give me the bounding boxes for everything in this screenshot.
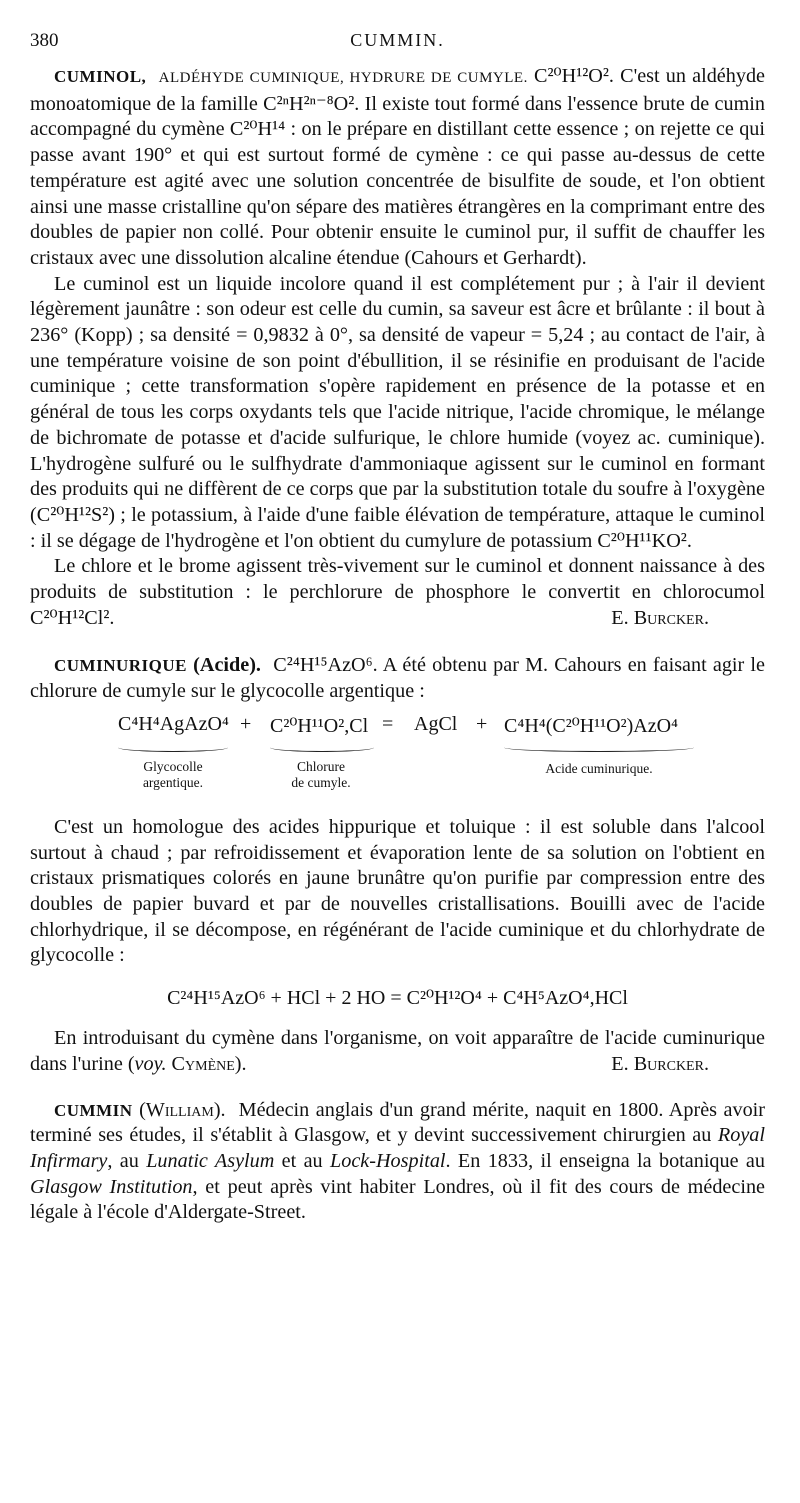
label-line: Acide cuminurique. (545, 760, 653, 776)
cuminol-paragraph-1 (30, 64, 765, 272)
equation-term: C⁴H⁴AgAzO⁴ (118, 712, 229, 735)
cuminurique-text-3b: Cymène). (166, 1052, 247, 1075)
equation-block (30, 713, 765, 797)
author-signature: E. Burcker. (611, 1052, 709, 1075)
cuminurique-paragraph-1 (30, 653, 765, 704)
equation-operator: = (382, 712, 394, 735)
institution-name: Glasgow Institution (30, 1175, 193, 1198)
brace-underline (504, 743, 694, 752)
entry-headword: CUMINOL, (54, 67, 147, 86)
cross-reference-voy: voy. (134, 1052, 167, 1075)
entry-cuminurique (30, 653, 765, 1077)
equation-label (276, 759, 366, 791)
equation-label (514, 761, 684, 777)
cuminol-paragraph-3 (30, 554, 765, 631)
institution-name: Royal Infirmary (30, 1124, 765, 1172)
document-page (30, 0, 765, 1226)
entry-person-name: (William). (139, 1098, 226, 1121)
cummin-text: Médecin anglais d'un grand mérite, naquit en 1800. Après avoir terminé ses études, il s'établit à Glasgow, et y devint successivement chirurgien au (30, 1098, 766, 1147)
equation-operator: + (476, 712, 488, 735)
equation-term: C²⁰H¹¹O²,Cl (270, 714, 369, 737)
cummin-text: , et peut après vint habiter Londres, où il fit des cours de médecine légale à l'école d'Aldergate-Street. (30, 1175, 765, 1224)
entry-subhead: ALDÉHYDE CUMINIQUE, HYDRURE DE CUMYLE. (158, 70, 528, 86)
author-signature: E. Burcker. (611, 606, 709, 629)
cuminurique-paragraph-2: C'est un homologue des acides hippurique et toluique : il est soluble dans l'alcool surtout à chaud ; par refroidissement et évaporation lente de sa solution on l'obtient en cristaux prismatiques colorés en jaune brunâtre qu'on purifie par compression entre des doubles de papier buvard et par de nouvelles cristallisations. Bouilli avec de l'acide chlorhydrique, il se décompose, en régénérant de l'acide cuminique et du chlorhydrate de glycocolle : (30, 815, 765, 967)
institution-name: Lunatic Asylum (146, 1149, 275, 1172)
cummin-text: , au (107, 1149, 147, 1172)
cuminurique-text-1: C²⁴H¹⁵AzO⁶. A été obtenu par M. Cahours en faisant agir le chlorure de cumyle sur le glycocolle argentique : (30, 654, 765, 703)
entry-cummin (30, 1098, 765, 1227)
cummin-text: et au (274, 1149, 331, 1172)
entry-cuminol (30, 64, 765, 631)
entry-headword: CUMMIN (54, 1100, 133, 1120)
label-line: argentique. (142, 774, 204, 790)
equation-decomposition: C²⁴H¹⁵AzO⁶ + HCl + 2 HO = C²⁰H¹²O⁴ + C⁴H⁵AzO⁴,HCl (167, 987, 628, 1010)
cuminol-text-1: C²⁰H¹²O². C'est un aldéhyde monoatomique de la famille C²ⁿH²ⁿ⁻⁸O². Il existe tout formé dans l'essence brute de cumin accompagné du cymène C²⁰H¹⁴ : on le prépare en distillant cette essence ; on rejette ce qui passe avant 190° et qui est surtout formé de cymène : ce qui passe au-dessus de cette température est agité avec une solution concentrée de bisulfite de soude, et l'on obtient ainsi une masse cristalline qu'on sépare des matières étrangères en la comprimant entre des doubles de papier non collé. Pour obtenir ensuite le cuminol pur, il suffit de chauffer les cristaux avec une dissolution alcaline étendue (Cahours et Gerhardt). (30, 65, 766, 269)
equation-operator: + (240, 712, 252, 735)
brace-underline (270, 743, 374, 752)
equation-term: C⁴H⁴(C²⁰H¹¹O²)AzO⁴ (504, 714, 679, 737)
institution-name: Lock-Hospital (330, 1149, 446, 1172)
running-title: CUMMIN. (350, 30, 445, 50)
cuminurique-paragraph-3 (30, 1026, 765, 1077)
label-line: Glycocolle (143, 758, 203, 774)
cummin-paragraph (30, 1098, 765, 1227)
page-number: 380 (30, 30, 59, 51)
label-line: Chlorure (297, 758, 345, 774)
entry-headword: CUMINURIQUE (54, 656, 187, 676)
entry-headword-paren: (Acide). (193, 654, 261, 677)
cuminol-text-3: Le chlore et le brome agissent très-vivement sur le cuminol et donnent naissance à des produits de substitution : le perchlorure de phosphore le convertit en chlorocumol C²⁰H¹²Cl². (30, 555, 765, 629)
cuminurique-text-3a: En introduisant du cymène dans l'organisme, on voit apparaître de l'acide cuminurique dans l'urine ( (30, 1027, 765, 1075)
label-line: de cumyle. (291, 774, 351, 790)
brace-underline (118, 743, 228, 752)
equation-label (128, 759, 218, 791)
page-header (30, 0, 765, 50)
cuminol-paragraph-2: Le cuminol est un liquide incolore quand il est complétement pur ; à l'air il devient légèrement jaunâtre : son odeur est celle du cumin, sa saveur est âcre et brûlante : il bout à 236° (Kopp) ; sa densité = 0,9832 à 0°, sa densité de vapeur = 5,24 ; au contact de l'air, à une température voisine de son point d'ébullition, il se résinifie en produisant de l'acide cuminique ; cette transformation s'opère rapidement en présence de la potasse et en général de tous les corps oxydants tels que l'acide nitrique, l'acide chromique, le mélange de bichromate de potasse et d'acide sulfurique, le chlore humide (voyez ac. cuminique). L'hydrogène sulfuré ou le sulfhydrate d'ammoniaque agissent sur le cuminol en formant des produits qui ne diffèrent de ce corps que par la substitution totale du soufre à l'oxygène (C²⁰H¹²S²) ; le potassium, à l'aide d'une faible élévation de température, attaque le cuminol : il se dégage de l'hydrogène et l'on obtient du cumylure de potassium C²⁰H¹¹KO². (30, 272, 765, 552)
cummin-text: . En 1833, il enseigna la botanique au (445, 1149, 765, 1172)
equation-term: AgCl (414, 712, 458, 735)
